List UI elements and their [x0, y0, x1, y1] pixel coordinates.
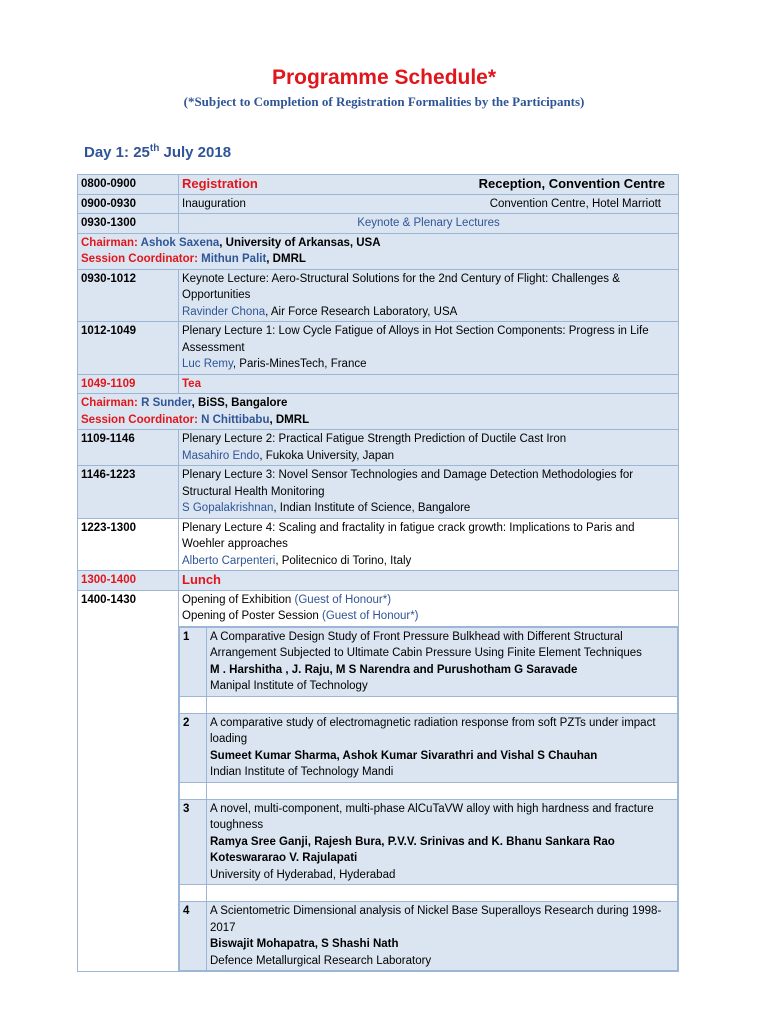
inauguration-label: Inauguration: [182, 197, 246, 210]
poster-item: [180, 627, 678, 696]
row-session1-chair: [78, 233, 679, 269]
poster-item: [180, 902, 678, 971]
poster-authors: Sumeet Kumar Sharma, Ashok Kumar Sivarathri and Vishal S Chauhan: [210, 749, 598, 762]
session1-chairman: Chairman: Ashok Saxena, University of Arkansas, USA: [81, 236, 381, 249]
poster-authors-continued: Koteswararao V. Rajulapati: [210, 852, 358, 864]
lecture-title: Plenary Lecture 2: Practical Fatigue Strength Prediction of Ductile Cast Iron: [182, 433, 567, 445]
spacer-row: [180, 696, 678, 713]
poster-session-opening: Opening of Poster Session (Guest of Honour*): [182, 610, 419, 622]
speaker-name: Alberto Carpenteri: [182, 554, 276, 567]
session1-coordinator: Session Coordinator: Mithun Palit, DMRL: [81, 253, 306, 265]
lecture-title: Plenary Lecture 3: Novel Sensor Technologies and Damage Detection Methodologies for Structural Health Monitoring: [182, 469, 634, 498]
exhibition-opening: Opening of Exhibition (Guest of Honour*): [182, 593, 392, 606]
time-cell: 1223-1300: [78, 518, 179, 571]
lunch-label: Lunch: [179, 571, 679, 591]
session2-coordinator: Session Coordinator: N Chittibabu, DMRL: [81, 413, 310, 426]
session2-chairman: Chairman: R Sunder, BiSS, Bangalore: [81, 397, 288, 409]
poster-number: 2: [180, 713, 207, 782]
row-plenary1: 1012-1049 Plenary Lecture 1: Low Cycle Fatigue of Alloys in Hot Section Components: Progress in Life Assessment Luc Remy, Paris-MinesTech, France: [78, 322, 679, 375]
poster-item: [180, 799, 678, 885]
poster-title: A comparative study of electromagnetic radiation response from soft PZTs under impact loading: [210, 716, 656, 745]
time-cell: 1300-1400: [78, 571, 179, 591]
row-plenary2: 1109-1146 Plenary Lecture 2: Practical Fatigue Strength Prediction of Ductile Cast Iron Masahiro Endo, Fukoka University, Japan: [78, 430, 679, 466]
schedule-table: [77, 174, 679, 972]
row-plenary3: 1146-1223 Plenary Lecture 3: Novel Sensor Technologies and Damage Detection Methodologies for Structural Health Monitoring S Gopalakrishnan, Indian Institute of Science, Bangalore: [78, 466, 679, 519]
inauguration-venue: Convention Centre, Hotel Marriott: [489, 197, 661, 210]
time-cell: 1049-1109: [78, 374, 179, 394]
time-cell: 1109-1146: [78, 430, 179, 466]
day-heading: Day 1: 25th July 2018: [84, 143, 232, 161]
time-cell: 0930-1012: [78, 269, 179, 322]
row-session2-chair: [78, 394, 679, 430]
poster-institute: Indian Institute of Technology Mandi: [210, 766, 394, 778]
page-title: Programme Schedule*: [271, 66, 497, 89]
time-cell: 0800-0900: [78, 175, 179, 195]
poster-item: [180, 713, 678, 782]
row-tea: [78, 374, 679, 394]
registration-venue: Reception, Convention Centre: [478, 176, 665, 191]
speaker-name: Masahiro Endo: [182, 449, 260, 462]
poster-number: 4: [180, 902, 207, 971]
spacer-row: [180, 885, 678, 902]
poster-number: 3: [180, 799, 207, 885]
time-cell: 1146-1223: [78, 466, 179, 519]
speaker-name: Ravinder Chona: [182, 305, 266, 318]
time-cell: 0900-0930: [78, 194, 179, 214]
poster-authors: Ramya Sree Ganji, Rajesh Bura, P.V.V. Srinivas and K. Bhanu Sankara Rao: [210, 835, 615, 848]
row-lunch: [78, 571, 679, 591]
time-cell: 1400-1430: [78, 590, 179, 972]
row-inauguration: [78, 194, 679, 214]
poster-title: A novel, multi-component, multi-phase AlCuTaVW alloy with high hardness and fracture toughness: [210, 802, 654, 831]
poster-title: A Comparative Design Study of Front Pressure Bulkhead with Different Structural Arrangement Subjected to Ultimate Cabin Pressure Using Finite Element Techniques: [210, 630, 642, 659]
row-plenary4: 1223-1300 Plenary Lecture 4: Scaling and fractality in fatigue crack growth: Implications to Paris and Woehler approaches Alberto Carpenteri, Politecnico di Torino, Italy: [78, 518, 679, 571]
row-keynote-block: [78, 214, 679, 234]
poster-list: [179, 627, 678, 972]
poster-number: 1: [180, 627, 207, 696]
lecture-title: Plenary Lecture 1: Low Cycle Fatigue of Alloys in Hot Section Components: Progress in Life Assessment: [182, 325, 649, 354]
keynote-block-label: Keynote & Plenary Lectures: [179, 214, 679, 234]
lecture-title: Plenary Lecture 4: Scaling and fractality in fatigue crack growth: Implications to Paris and Woehler approaches: [182, 521, 635, 550]
registration-label: Registration: [182, 176, 258, 191]
page-subtitle: (*Subject to Completion of Registration Formalities by the Participants): [183, 94, 585, 109]
time-cell: 1012-1049: [78, 322, 179, 375]
speaker-name: S Gopalakrishnan: [182, 502, 274, 514]
tea-label: Tea: [179, 374, 679, 394]
poster-title: A Scientometric Dimensional analysis of Nickel Base Superalloys Research during 1998-2017: [210, 905, 662, 934]
poster-authors: Biswajit Mohapatra, S Shashi Nath: [210, 938, 399, 950]
row-registration: [78, 175, 679, 195]
poster-institute: Defence Metallurgical Research Laboratory: [210, 954, 432, 967]
lecture-title: Keynote Lecture: Aero-Structural Solutions for the 2nd Century of Flight: Challenges & Opportunities: [182, 272, 620, 301]
poster-institute: Manipal Institute of Technology: [210, 680, 368, 692]
speaker-name: Luc Remy: [182, 358, 233, 370]
time-cell: 0930-1300: [78, 214, 179, 234]
spacer-row: [180, 782, 678, 799]
row-keynote: 0930-1012 Keynote Lecture: Aero-Structural Solutions for the 2nd Century of Flight: Challenges & Opportunities Ravinder Chona, Air Force Research Laboratory, USA: [78, 269, 679, 322]
poster-authors: M . Harshitha , J. Raju, M S Narendra and Purushotham G Saravade: [210, 663, 578, 676]
poster-institute: University of Hyderabad, Hyderabad: [210, 868, 396, 881]
row-exhibition: [78, 590, 679, 626]
